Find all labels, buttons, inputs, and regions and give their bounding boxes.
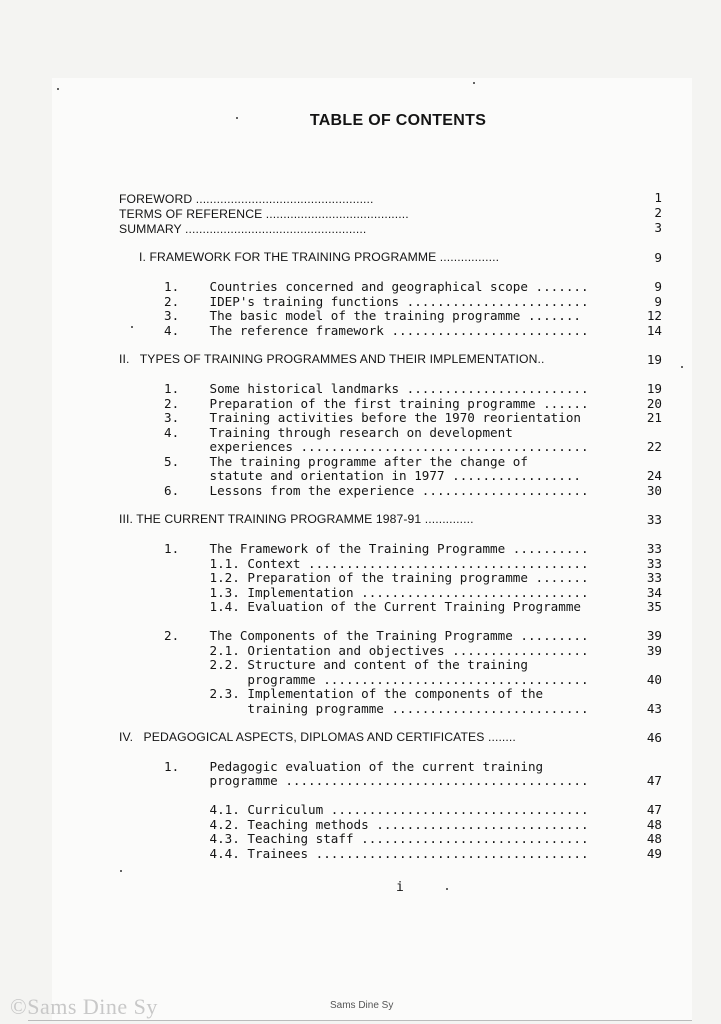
toc-entry: 2.3. Implementation of the components of the — [164, 686, 544, 701]
toc-entry: statute and orientation in 1977 ................. — [164, 468, 582, 483]
toc-page-foreword: 1 — [654, 190, 662, 205]
bottom-rule — [28, 1020, 692, 1021]
toc-page: 48 — [646, 817, 662, 832]
toc-page: 30 — [646, 483, 662, 498]
toc-page-section-i: 9 — [654, 250, 662, 265]
page-title: TABLE OF CONTENTS — [309, 112, 487, 129]
toc-entry: experiences ...................................... — [164, 439, 589, 454]
toc-page-section-ii: 19 — [646, 352, 662, 367]
toc-page: 9 — [654, 279, 662, 294]
toc-section-iv: IV. PEDAGOGICAL ASPECTS, DIPLOMAS AND CERTIFICATES ........ — [119, 730, 516, 744]
scan-speck — [120, 870, 122, 872]
toc-page: 12 — [646, 308, 662, 323]
toc-entry-summary: SUMMARY .................................................... — [119, 222, 367, 236]
toc-entry: 1.1. Context ..................................... — [164, 556, 589, 571]
toc-entry: 3. The basic model of the training programme ....... — [164, 308, 582, 323]
toc-entry-terms: TERMS OF REFERENCE ......................................... — [119, 207, 409, 221]
toc-entry: training programme .......................... — [164, 701, 589, 716]
toc-section-i: I. FRAMEWORK FOR THE TRAINING PROGRAMME ................. — [139, 250, 500, 264]
toc-entry: 2.1. Orientation and objectives .................. — [164, 643, 589, 658]
toc-entry: 2. Preparation of the first training programme ...... — [164, 396, 589, 411]
toc-entry: 1.3. Implementation .............................. — [164, 585, 589, 600]
toc-entry: 1. The Framework of the Training Programme .......... — [164, 541, 589, 556]
toc-entry: 1. Pedagogic evaluation of the current training — [164, 759, 544, 774]
toc-page-terms: 2 — [654, 205, 662, 220]
toc-entry: 2. IDEP's training functions ........................ — [164, 294, 589, 309]
toc-entry: 1.4. Evaluation of the Current Training Programme — [164, 599, 582, 614]
toc-page: 20 — [646, 396, 662, 411]
toc-entry: 2. The Components of the Training Programme ......... — [164, 628, 589, 643]
toc-page: 24 — [646, 468, 662, 483]
toc-entry: 4.4. Trainees .................................... — [164, 846, 589, 861]
toc-page: 47 — [646, 802, 662, 817]
toc-page: 39 — [646, 628, 662, 643]
toc-page: 21 — [646, 410, 662, 425]
toc-page: 19 — [646, 381, 662, 396]
toc-page: 9 — [654, 294, 662, 309]
toc-page: 40 — [646, 672, 662, 687]
toc-entry: 6. Lessons from the experience ...................... — [164, 483, 589, 498]
watermark-center: Sams Dine Sy — [330, 1000, 394, 1011]
toc-page: 49 — [646, 846, 662, 861]
toc-page: 48 — [646, 831, 662, 846]
toc-page-section-iv: 46 — [646, 730, 662, 745]
scan-speck — [473, 82, 475, 84]
toc-entry: 4.1. Curriculum .................................. — [164, 802, 589, 817]
toc-entry: 4.3. Teaching staff .............................. — [164, 831, 589, 846]
toc-page: 39 — [646, 643, 662, 658]
toc-entry: 2.2. Structure and content of the training — [164, 657, 528, 672]
toc-section-ii: II. TYPES OF TRAINING PROGRAMMES AND THEIR IMPLEMENTATION.. — [119, 352, 545, 366]
toc-page-section-iii: 33 — [646, 512, 662, 527]
toc-page: 33 — [646, 541, 662, 556]
toc-page: 33 — [646, 556, 662, 571]
toc-entry: 1.2. Preparation of the training programme ....... — [164, 570, 589, 585]
toc-entry: 4. The reference framework .......................... — [164, 323, 589, 338]
toc-page: 22 — [646, 439, 662, 454]
toc-page: 47 — [646, 773, 662, 788]
scan-speck — [236, 117, 238, 119]
toc-entry-foreword: FOREWORD ................................................... — [119, 192, 374, 206]
toc-page: 33 — [646, 570, 662, 585]
toc-entry: 4. Training through research on development — [164, 425, 513, 440]
toc-entry: 1. Countries concerned and geographical scope ....... — [164, 279, 589, 294]
toc-page: 35 — [646, 599, 662, 614]
toc-entry: programme ................................... — [164, 672, 589, 687]
toc-entry: programme ........................................ — [164, 773, 589, 788]
toc-page-summary: 3 — [654, 220, 662, 235]
scan-speck — [57, 88, 59, 90]
toc-entry: 5. The training programme after the change of — [164, 454, 528, 469]
scan-speck — [681, 366, 683, 368]
toc-page: 43 — [646, 701, 662, 716]
footer-page-number: i — [396, 880, 404, 895]
toc-section-iii: III. THE CURRENT TRAINING PROGRAMME 1987-91 .............. — [119, 512, 474, 526]
watermark-left: ©Sams Dine Sy — [10, 994, 158, 1019]
toc-page: 14 — [646, 323, 662, 338]
toc-entry: 4.2. Teaching methods ............................ — [164, 817, 589, 832]
toc-entry: 3. Training activities before the 1970 reorientation — [164, 410, 582, 425]
scan-speck — [131, 326, 133, 328]
toc-entry: 1. Some historical landmarks ........................ — [164, 381, 589, 396]
scan-speck — [446, 888, 448, 890]
toc-page: 34 — [646, 585, 662, 600]
